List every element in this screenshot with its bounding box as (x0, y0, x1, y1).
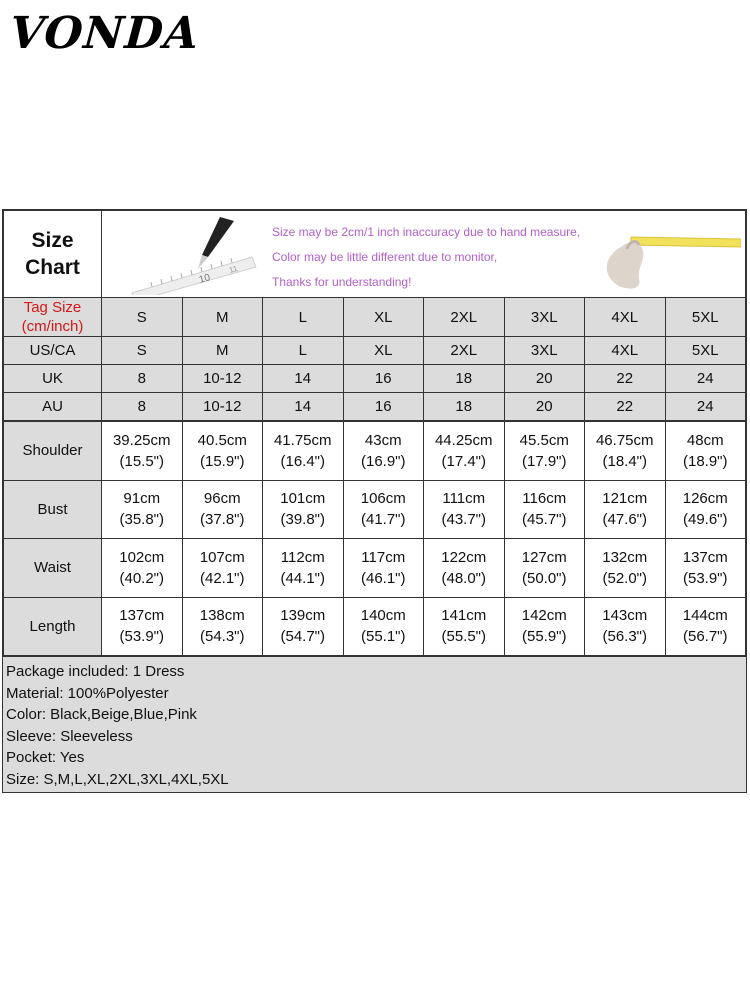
measurements-table (3, 421, 746, 656)
value-cm: 121cm (602, 490, 648, 508)
measure-cell (343, 539, 424, 598)
svg-text:10: 10 (197, 272, 212, 286)
notice-line: Size may be 2cm/1 inch inaccuracy due to hand measure, (272, 225, 581, 239)
value-inch: (54.7") (280, 628, 325, 646)
measure-cell (263, 597, 344, 656)
region-row-uk (4, 365, 746, 393)
table-cell: XL (343, 337, 424, 365)
value-cm: 102cm (119, 548, 165, 566)
tag-size-label-line2: (cm/inch) (21, 318, 84, 335)
chart-title-line2: Chart (25, 256, 80, 279)
measure-cell (504, 597, 585, 656)
value-cm: 144cm (682, 607, 728, 625)
value-inch: (53.9") (119, 628, 164, 646)
hand-measuring-tape-icon (591, 217, 741, 293)
value-inch: (41.7") (360, 511, 406, 529)
value-inch: (45.7") (521, 511, 567, 529)
region-row-au (4, 393, 746, 421)
info-size: Size: S,M,L,XL,2XL,3XL,4XL,5XL (6, 770, 229, 788)
table-cell: 14 (263, 393, 344, 421)
notice-banner (102, 211, 746, 298)
value-inch: (46.1") (360, 569, 406, 587)
value-cm: 142cm (521, 607, 567, 625)
table-cell: 24 (665, 393, 746, 421)
measure-cell (665, 480, 746, 539)
value-cm: 117cm (361, 548, 406, 566)
measure-cell (665, 422, 746, 481)
measure-cell (424, 539, 505, 598)
value-inch: (40.2") (119, 569, 164, 587)
measure-cell (263, 422, 344, 481)
table-cell: 24 (665, 365, 746, 393)
tag-size-label-line1: Tag Size (23, 299, 82, 316)
size-header-cell: M (182, 298, 263, 337)
measure-cell (665, 597, 746, 656)
table-cell: M (182, 337, 263, 365)
notice-text (272, 220, 580, 295)
value-inch: (56.3") (602, 628, 647, 646)
region-row-us-ca (4, 337, 746, 365)
table-cell: 18 (424, 365, 505, 393)
measure-cell (585, 539, 666, 598)
value-inch: (50.0") (521, 569, 567, 587)
brand-logo: VONDA (8, 8, 202, 59)
value-inch: (17.4") (441, 452, 486, 470)
measure-cell (504, 480, 585, 539)
value-inch: (43.7") (441, 511, 486, 529)
table-cell: 10-12 (182, 393, 263, 421)
value-cm: 112cm (280, 548, 325, 566)
info-package: Package included: 1 Dress (6, 663, 185, 680)
info-pocket: Pocket: Yes (6, 749, 85, 766)
table-cell: 16 (343, 365, 424, 393)
value-inch: (49.6") (682, 511, 728, 529)
value-inch: (42.1") (199, 569, 245, 587)
table-cell: 4XL (585, 337, 666, 365)
measure-cell (102, 539, 183, 598)
value-cm: 39.25cm (112, 431, 171, 449)
info-material: Material: 100%Polyester (6, 684, 169, 702)
size-header-cell: 4XL (585, 298, 666, 337)
value-inch: (15.5") (119, 452, 164, 470)
measure-cell (585, 480, 666, 539)
value-inch: (39.8") (280, 511, 325, 529)
measure-cell (424, 480, 505, 539)
chart-title (4, 211, 102, 298)
measure-cell (182, 422, 263, 481)
table-cell: 3XL (504, 337, 585, 365)
measure-cell (182, 480, 263, 539)
table-cell: 20 (504, 365, 585, 393)
value-cm: 137cm (119, 607, 165, 625)
value-cm: 122cm (441, 548, 487, 566)
value-cm: 111cm (442, 490, 486, 508)
measure-cell (102, 597, 183, 656)
measure-cell (102, 480, 183, 539)
size-header-cell: 5XL (665, 298, 746, 337)
measure-cell (343, 480, 424, 539)
measure-cell (182, 597, 263, 656)
table-cell: 10-12 (182, 365, 263, 393)
tag-size-row (4, 298, 746, 337)
value-cm: 132cm (602, 548, 648, 566)
row-label: Shoulder (4, 422, 102, 481)
value-cm: 141cm (441, 607, 487, 625)
size-chart (2, 209, 747, 793)
size-table (3, 210, 746, 421)
value-inch: (55.9") (521, 628, 567, 646)
value-inch: (47.6") (602, 511, 647, 529)
value-cm: 91cm (123, 490, 161, 508)
notice-line: Thanks for understanding! (272, 275, 412, 289)
measure-cell (343, 597, 424, 656)
value-inch: (53.9") (682, 569, 728, 587)
measure-cell (504, 539, 585, 598)
value-inch: (48.0") (441, 569, 486, 587)
measure-cell (424, 422, 505, 481)
value-cm: 143cm (602, 607, 648, 625)
value-cm: 44.25cm (434, 431, 493, 449)
row-label: Bust (4, 480, 102, 539)
value-cm: 116cm (522, 490, 567, 508)
chart-title-line1: Size (31, 229, 74, 252)
table-cell: 22 (585, 365, 666, 393)
value-cm: 40.5cm (197, 431, 247, 449)
measure-cell (585, 597, 666, 656)
table-cell: 8 (102, 393, 183, 421)
value-inch: (55.1") (360, 628, 406, 646)
value-cm: 139cm (280, 607, 326, 625)
table-cell: L (263, 337, 344, 365)
table-cell: 8 (102, 365, 183, 393)
value-inch: (54.3") (199, 628, 245, 646)
product-info (3, 656, 746, 792)
table-cell: S (102, 337, 183, 365)
table-cell: 2XL (424, 337, 505, 365)
measure-row-length (4, 597, 746, 656)
value-inch: (15.9") (199, 452, 245, 470)
info-color: Color: Black,Beige,Blue,Pink (6, 706, 197, 723)
value-inch: (52.0") (602, 569, 647, 587)
row-label: US/CA (4, 337, 102, 365)
measure-cell (585, 422, 666, 481)
notice-line: Color may be little different due to monitor, (272, 250, 498, 264)
table-cell: 16 (343, 393, 424, 421)
value-cm: 41.75cm (273, 431, 332, 449)
value-inch: (37.8") (199, 511, 245, 529)
table-cell: 20 (504, 393, 585, 421)
measure-cell (102, 422, 183, 481)
value-cm: 46.75cm (595, 431, 654, 449)
size-header-cell: 2XL (424, 298, 505, 337)
value-cm: 140cm (360, 607, 406, 625)
measure-row-bust (4, 480, 746, 539)
value-inch: (16.4") (280, 452, 325, 470)
measure-row-shoulder (4, 422, 746, 481)
value-inch: (56.7") (682, 628, 728, 646)
value-inch: (18.9") (682, 452, 728, 470)
size-header-cell: L (263, 298, 344, 337)
table-cell: 18 (424, 393, 505, 421)
measure-cell (182, 539, 263, 598)
size-header-cell: 3XL (504, 298, 585, 337)
row-label: UK (4, 365, 102, 393)
value-inch: (18.4") (602, 452, 647, 470)
value-cm: 126cm (682, 490, 728, 508)
table-cell: 5XL (665, 337, 746, 365)
table-cell: 14 (263, 365, 344, 393)
tag-size-label (4, 298, 102, 337)
measure-cell (424, 597, 505, 656)
row-label: Waist (4, 539, 102, 598)
info-sleeve: Sleeve: Sleeveless (6, 727, 133, 745)
value-cm: 43cm (364, 431, 402, 449)
value-cm: 138cm (199, 607, 245, 625)
value-cm: 127cm (521, 548, 567, 566)
pencil-ruler-icon (122, 215, 262, 295)
table-cell: 22 (585, 393, 666, 421)
svg-text:11: 11 (228, 263, 239, 275)
value-cm: 45.5cm (519, 431, 569, 449)
value-cm: 96cm (203, 490, 241, 508)
measure-cell (504, 422, 585, 481)
row-label: AU (4, 393, 102, 421)
measure-cell (665, 539, 746, 598)
measure-cell (343, 422, 424, 481)
measure-row-waist (4, 539, 746, 598)
size-header-cell: S (102, 298, 183, 337)
value-cm: 106cm (360, 490, 406, 508)
value-cm: 101cm (280, 490, 326, 508)
measure-cell (263, 480, 344, 539)
measure-cell (263, 539, 344, 598)
value-cm: 137cm (682, 548, 728, 566)
value-cm: 48cm (686, 431, 724, 449)
row-label: Length (4, 597, 102, 656)
value-inch: (44.1") (280, 569, 325, 587)
value-inch: (16.9") (360, 452, 406, 470)
value-inch: (35.8") (119, 511, 164, 529)
value-inch: (55.5") (441, 628, 486, 646)
value-cm: 107cm (199, 548, 245, 566)
size-header-cell: XL (343, 298, 424, 337)
value-inch: (17.9") (521, 452, 567, 470)
